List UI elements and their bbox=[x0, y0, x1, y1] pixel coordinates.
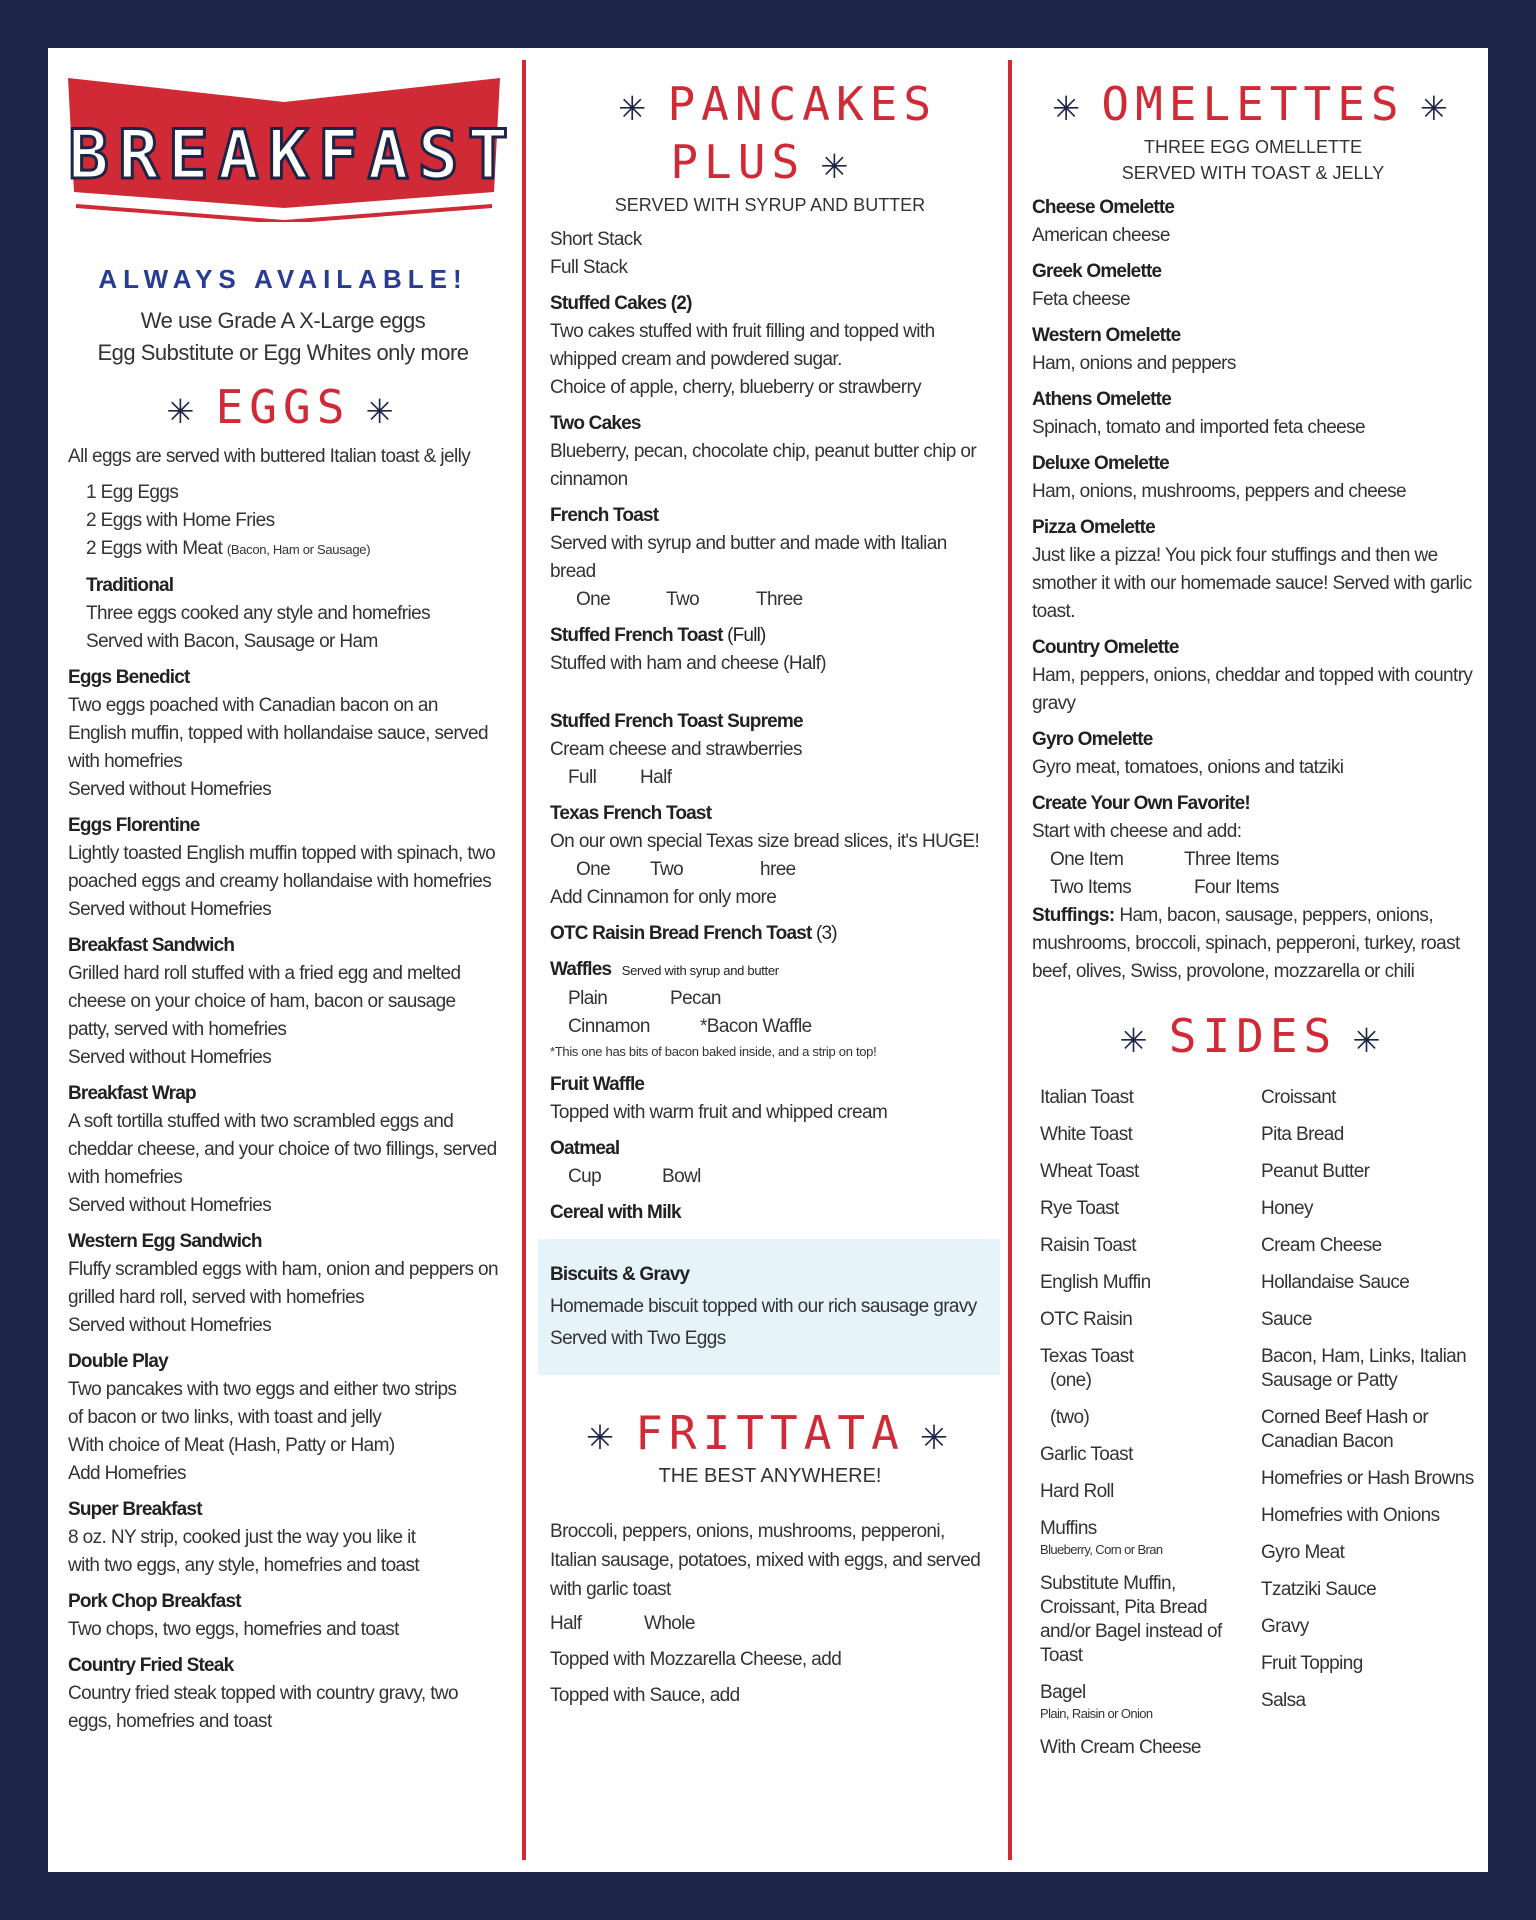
item-name: Texas French Toast bbox=[550, 803, 712, 824]
pancakes-title: PANCAKES PLUS bbox=[667, 77, 938, 189]
list-item: Italian Toast bbox=[1040, 1087, 1134, 1108]
item-name bbox=[550, 956, 990, 985]
list-item: Wheat Toast bbox=[1040, 1161, 1139, 1182]
item-desc: Served with Bacon, Sausage or Ham bbox=[86, 631, 378, 652]
item-desc: Topped with warm fruit and whipped cream bbox=[550, 1102, 888, 1123]
size-label: Half bbox=[550, 1613, 582, 1634]
item-desc: Served without Homefries bbox=[68, 899, 272, 920]
meat-note: (Bacon, Ham or Sausage) bbox=[226, 542, 371, 557]
item-desc: Two pancakes with two eggs and either two strips bbox=[68, 1379, 457, 1400]
item-desc: Served without Homefries bbox=[68, 1315, 272, 1336]
list-item: Gyro Meat bbox=[1261, 1542, 1345, 1563]
item-name: Double Play bbox=[68, 1351, 168, 1372]
item-name: Greek Omelette bbox=[1032, 261, 1162, 282]
item-desc: A soft tortilla stuffed with two scrambled eggs and cheddar cheese, and your choice of two fillings, served with homefries bbox=[68, 1111, 497, 1188]
size-label: One Item bbox=[1050, 849, 1124, 870]
item-desc: Choice of apple, cherry, blueberry or strawberry bbox=[550, 377, 922, 398]
list-item: Full Stack bbox=[550, 257, 628, 278]
item-desc: of bacon or two links, with toast and jelly bbox=[68, 1407, 382, 1428]
size-row bbox=[550, 1610, 990, 1638]
list-item: 1 Egg Eggs bbox=[86, 482, 179, 503]
omelettes-subtitle: SERVED WITH TOAST & JELLY bbox=[1121, 163, 1385, 183]
item-desc: Homemade biscuit topped with our rich sausage gravy bbox=[550, 1296, 977, 1317]
size-label: One bbox=[576, 859, 611, 880]
column-divider bbox=[522, 60, 526, 1860]
item-name: Traditional bbox=[86, 575, 174, 596]
size-row bbox=[550, 856, 990, 884]
item-name: Breakfast Wrap bbox=[68, 1083, 196, 1104]
item-desc: Country fried steak topped with country gravy, two eggs, homefries and toast bbox=[68, 1683, 458, 1732]
list-item: English Muffin bbox=[1040, 1272, 1151, 1293]
list-item: Peanut Butter bbox=[1261, 1161, 1370, 1182]
size-label: Half bbox=[640, 767, 672, 788]
item-name: Pork Chop Breakfast bbox=[68, 1591, 241, 1612]
pancakes-subtitle: SERVED WITH SYRUP AND BUTTER bbox=[614, 195, 926, 215]
item-desc: Blueberry, pecan, chocolate chip, peanut butter chip or cinnamon bbox=[550, 441, 977, 490]
item-name: Stuffed Cakes (2) bbox=[550, 293, 692, 314]
size-label: Pecan bbox=[670, 988, 721, 1009]
size-label: Cup bbox=[568, 1166, 602, 1187]
frittata-extra: Topped with Mozzarella Cheese, add bbox=[550, 1649, 842, 1670]
stuffings-label: Stuffings: bbox=[1032, 905, 1115, 926]
list-item: White Toast bbox=[1040, 1124, 1133, 1145]
list-item-sub: Blueberry, Corn or Bran bbox=[1040, 1542, 1163, 1557]
eight-point-star-icon: ✳ bbox=[1353, 1012, 1386, 1063]
item-desc: Two cakes stuffed with fruit filling and topped with whipped cream and powdered sugar. bbox=[550, 321, 935, 370]
size-label: Plain bbox=[568, 988, 608, 1009]
eight-point-star-icon: ✳ bbox=[366, 383, 399, 434]
sides-left-column bbox=[1032, 1086, 1253, 1773]
omelettes-column bbox=[1012, 48, 1488, 1872]
list-item: Gravy bbox=[1261, 1616, 1309, 1637]
eggs-basic-list bbox=[68, 479, 498, 656]
size-row bbox=[550, 1163, 990, 1191]
item-name: Deluxe Omelette bbox=[1032, 453, 1169, 474]
item-desc: Just like a pizza! You pick four stuffings and then we smother it with our homemade sauce! Served with garlic toast. bbox=[1032, 545, 1472, 622]
eight-point-star-icon: ✳ bbox=[167, 383, 200, 434]
size-label: Two bbox=[650, 859, 684, 880]
item-desc: Served with Two Eggs bbox=[550, 1328, 726, 1349]
always-available-heading: ALWAYS AVAILABLE! bbox=[98, 264, 468, 294]
eight-point-star-icon: ✳ bbox=[586, 1409, 620, 1460]
breakfast-title: BREAKFAST bbox=[68, 116, 518, 195]
item-desc: On our own special Texas size bread slices, it's HUGE! bbox=[550, 831, 980, 852]
item-desc: Cream cheese and strawberries bbox=[550, 739, 802, 760]
item-name: Create Your Own Favorite! bbox=[1032, 793, 1250, 814]
item-desc: American cheese bbox=[1032, 225, 1170, 246]
item-name: French Toast bbox=[550, 505, 659, 526]
omelettes-heading bbox=[1032, 76, 1474, 134]
item-name: Fruit Waffle bbox=[550, 1074, 645, 1095]
list-item-name: Muffins bbox=[1040, 1518, 1097, 1539]
item-desc: Fluffy scrambled eggs with ham, onion and peppers on grilled hard roll, served with homefries bbox=[68, 1259, 498, 1308]
breakfast-column bbox=[48, 48, 518, 1872]
list-item-name: Bagel bbox=[1040, 1682, 1086, 1703]
item-name: Athens Omelette bbox=[1032, 389, 1171, 410]
size-label: Bowl bbox=[662, 1166, 701, 1187]
list-item: Croissant bbox=[1261, 1087, 1336, 1108]
item-desc: Served without Homefries bbox=[68, 1195, 272, 1216]
sides-list bbox=[1032, 1086, 1474, 1773]
list-item: 2 Eggs with Home Fries bbox=[86, 510, 275, 531]
item-name: Pizza Omelette bbox=[1032, 517, 1155, 538]
list-item: Salsa bbox=[1261, 1690, 1306, 1711]
size-label: Four Items bbox=[1194, 877, 1279, 898]
eggs-items bbox=[68, 664, 498, 1736]
pancakes-column bbox=[530, 48, 1000, 1872]
size-row bbox=[550, 586, 990, 614]
item-name: Eggs Florentine bbox=[68, 815, 200, 836]
menu-page bbox=[48, 48, 1488, 1872]
eight-point-star-icon: ✳ bbox=[920, 1409, 954, 1460]
item-name: Country Fried Steak bbox=[68, 1655, 234, 1676]
item-desc: Lightly toasted English muffin topped with spinach, two poached eggs and creamy hollandaise with homefries bbox=[68, 843, 496, 892]
item-desc: Served with syrup and butter and made with Italian bread bbox=[550, 533, 947, 582]
size-label: Two Items bbox=[1050, 877, 1132, 898]
frittata-extra: Topped with Sauce, add bbox=[550, 1685, 740, 1706]
list-item: Homefries or Hash Browns bbox=[1261, 1468, 1474, 1489]
item-name: Super Breakfast bbox=[68, 1499, 202, 1520]
sides-heading bbox=[1032, 1008, 1474, 1066]
item-name: Breakfast Sandwich bbox=[68, 935, 235, 956]
item-suffix: (Full) bbox=[722, 625, 766, 646]
list-item: Fruit Topping bbox=[1261, 1653, 1363, 1674]
size-label: Three bbox=[756, 589, 803, 610]
item-desc: Feta cheese bbox=[1032, 289, 1130, 310]
frittata-subtitle: THE BEST ANYWHERE! bbox=[658, 1465, 882, 1487]
list-item bbox=[1040, 1681, 1253, 1723]
item-desc: 8 oz. NY strip, cooked just the way you like it bbox=[68, 1527, 416, 1548]
item-desc: Stuffed with ham and cheese (Half) bbox=[550, 653, 827, 674]
list-item: With Cream Cheese bbox=[1040, 1737, 1201, 1758]
item-name: Western Omelette bbox=[1032, 325, 1181, 346]
item-desc: Three eggs cooked any style and homefries bbox=[86, 603, 430, 624]
item-name: Oatmeal bbox=[550, 1138, 620, 1159]
item-name: Gyro Omelette bbox=[1032, 729, 1153, 750]
item-desc: with two eggs, any style, homefries and toast bbox=[68, 1555, 420, 1576]
item-name bbox=[550, 920, 990, 948]
biscuits-gravy-box bbox=[538, 1239, 1000, 1375]
list-item: Sauce bbox=[1261, 1309, 1312, 1330]
item-name: Stuffed French Toast Supreme bbox=[550, 711, 803, 732]
item-suffix: (3) bbox=[811, 923, 837, 944]
omelettes-subtitle: THREE EGG OMELLETTE bbox=[1143, 137, 1363, 157]
list-item: Tzatziki Sauce bbox=[1261, 1579, 1377, 1600]
eggs-intro: All eggs are served with buttered Italian toast & jelly bbox=[68, 446, 471, 467]
item-desc: With choice of Meat (Hash, Patty or Ham) bbox=[68, 1435, 395, 1456]
eggs-note-1: We use Grade A X-Large eggs bbox=[140, 308, 426, 333]
size-label: Whole bbox=[644, 1613, 695, 1634]
size-label: One bbox=[576, 589, 611, 610]
list-item: Corned Beef Hash or Canadian Bacon bbox=[1261, 1407, 1429, 1452]
sides-right-column bbox=[1253, 1086, 1474, 1773]
item-name-text: Stuffed French Toast bbox=[550, 625, 723, 646]
item-desc: Add Homefries bbox=[68, 1463, 186, 1484]
size-label: hree bbox=[760, 859, 796, 880]
list-item-name: 2 Eggs with Meat bbox=[86, 538, 223, 559]
list-item: Raisin Toast bbox=[1040, 1235, 1136, 1256]
size-label: Three Items bbox=[1184, 849, 1279, 870]
list-item: Garlic Toast bbox=[1040, 1444, 1133, 1465]
waffle-footnote: *This one has bits of bacon baked inside, and a strip on top! bbox=[550, 1044, 877, 1059]
sides-title: SIDES bbox=[1168, 1009, 1338, 1063]
item-name-text: Waffles bbox=[550, 959, 612, 980]
item-desc: Add Cinnamon for only more bbox=[550, 887, 777, 908]
list-item: Substitute Muffin, Croissant, Pita Bread and/or Bagel instead of Toast bbox=[1040, 1573, 1222, 1666]
item-name: Western Egg Sandwich bbox=[68, 1231, 262, 1252]
list-item: Homefries with Onions bbox=[1261, 1505, 1440, 1526]
list-item: Hollandaise Sauce bbox=[1261, 1272, 1410, 1293]
size-row bbox=[550, 985, 990, 1013]
list-item-sub: Plain, Raisin or Onion bbox=[1040, 1706, 1153, 1721]
list-item: Pita Bread bbox=[1261, 1124, 1344, 1145]
item-name: Biscuits & Gravy bbox=[550, 1264, 690, 1285]
eight-point-star-icon: ✳ bbox=[1052, 80, 1086, 131]
size-label: Cinnamon bbox=[568, 1016, 650, 1037]
frittata-desc: Broccoli, peppers, onions, mushrooms, pepperoni, Italian sausage, potatoes, mixed with eggs, and served with garlic toast bbox=[550, 1521, 981, 1600]
eggs-heading bbox=[68, 379, 498, 437]
frittata-title: FRITTATA bbox=[635, 1406, 905, 1460]
pancakes-heading bbox=[550, 76, 990, 192]
list-item: Hard Roll bbox=[1040, 1481, 1114, 1502]
item-name: Eggs Benedict bbox=[68, 667, 190, 688]
size-row bbox=[1032, 846, 1474, 874]
item-desc: Two chops, two eggs, homefries and toast bbox=[68, 1619, 399, 1640]
item-desc: Grilled hard roll stuffed with a fried egg and melted cheese on your choice of ham, bacon or sausage patty, served with homefries bbox=[68, 963, 461, 1040]
eight-point-star-icon: ✳ bbox=[1420, 80, 1454, 131]
item-name: Cheese Omelette bbox=[1032, 197, 1175, 218]
item-note: Served with syrup and butter bbox=[621, 963, 779, 978]
frittata-heading bbox=[550, 1405, 990, 1463]
stuffings-text: Ham, bacon, sausage, peppers, onions, mushrooms, broccoli, spinach, pepperoni, turkey, roast beef, olives, Swiss, provolone, mozzarella or chili bbox=[1032, 905, 1460, 982]
eight-point-star-icon: ✳ bbox=[821, 138, 854, 189]
item-name: Cereal with Milk bbox=[550, 1202, 681, 1223]
list-item-name: Texas Toast bbox=[1040, 1346, 1134, 1367]
list-item: Honey bbox=[1261, 1198, 1313, 1219]
size-label: Full bbox=[568, 767, 597, 788]
item-desc: Served without Homefries bbox=[68, 779, 272, 800]
item-desc: Ham, onions, mushrooms, peppers and cheese bbox=[1032, 481, 1407, 502]
item-desc: Ham, onions and peppers bbox=[1032, 353, 1236, 374]
list-item bbox=[1040, 1345, 1253, 1393]
list-item: Cream Cheese bbox=[1261, 1235, 1382, 1256]
size-label: *Bacon Waffle bbox=[700, 1016, 812, 1037]
item-desc: Gyro meat, tomatoes, onions and tatziki bbox=[1032, 757, 1344, 778]
item-desc: Ham, peppers, onions, cheddar and topped with country gravy bbox=[1032, 665, 1473, 714]
size-label: Two bbox=[666, 589, 700, 610]
list-item: Short Stack bbox=[550, 229, 642, 250]
list-item: OTC Raisin bbox=[1040, 1309, 1133, 1330]
list-item-size: (one) bbox=[1050, 1370, 1092, 1391]
eggs-note-2: Egg Substitute or Egg Whites only more bbox=[97, 340, 469, 365]
item-name: Two Cakes bbox=[550, 413, 641, 434]
item-name bbox=[550, 622, 990, 650]
item-desc: Start with cheese and add: bbox=[1032, 821, 1242, 842]
item-desc: Spinach, tomato and imported feta cheese bbox=[1032, 417, 1366, 438]
list-item: (two) bbox=[1050, 1407, 1090, 1428]
list-item: Bacon, Ham, Links, Italian Sausage or Patty bbox=[1261, 1346, 1467, 1391]
list-item bbox=[86, 535, 498, 564]
breakfast-banner bbox=[68, 72, 518, 222]
list-item: Rye Toast bbox=[1040, 1198, 1119, 1219]
item-name: Country Omelette bbox=[1032, 637, 1179, 658]
item-desc: Served without Homefries bbox=[68, 1047, 272, 1068]
item-name-text: OTC Raisin Bread French Toast bbox=[550, 923, 812, 944]
size-row bbox=[550, 764, 990, 792]
eight-point-star-icon: ✳ bbox=[618, 80, 652, 131]
stuffings-list bbox=[1032, 902, 1474, 986]
size-row bbox=[550, 1013, 990, 1041]
omelettes-title: OMELETTES bbox=[1101, 77, 1405, 131]
size-row bbox=[1032, 874, 1474, 902]
eggs-title: EGGS bbox=[215, 380, 351, 434]
eight-point-star-icon: ✳ bbox=[1120, 1012, 1153, 1063]
list-item bbox=[1040, 1517, 1253, 1559]
item-desc: Two eggs poached with Canadian bacon on an English muffin, topped with hollandaise sauce, served with homefries bbox=[68, 695, 488, 772]
